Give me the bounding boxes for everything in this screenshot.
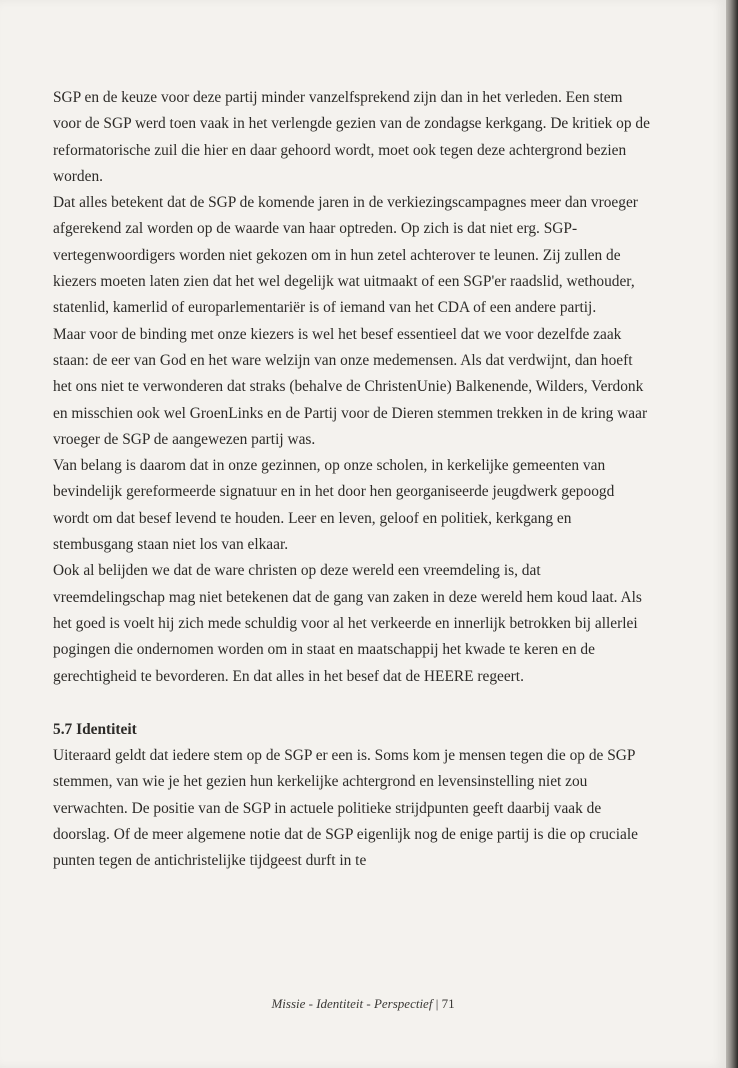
page-number: 71 — [441, 996, 455, 1011]
body-text — [53, 85, 653, 875]
section-paragraph: Uiteraard geldt dat iedere stem op de SGP er een is. Soms kom je mensen tegen die op de SGP stemmen, van wie je het gezien hun kerkelijke achtergrond en levensinstelling niet zou verwachten. De positie van de SGP in actuele politieke strijdpunten geeft daarbij vaak de doorslag. Of de meer algemene notie dat de SGP eigenlijk nog de enige partij is die op cruciale punten tegen de antichristelijke tijdgeest durft in te — [53, 747, 638, 870]
paragraph: Maar voor de binding met onze kiezers is wel het besef essentieel dat we voor dezelfde zaak staan: de eer van God en het ware welzijn van onze medemensen. Als dat verdwijnt, dan hoeft het ons niet te verwonderen dat straks (behalve de ChristenUnie) Balkenende, Wilders, Verdonk en misschien ook wel GroenLinks en de Partij voor de Dieren stemmen trekken in de kring waar vroeger de SGP de aangewezen partij was. — [53, 325, 648, 448]
page-footer — [0, 996, 726, 1012]
footer-separator: | — [435, 996, 439, 1011]
paragraph: SGP en de keuze voor deze partij minder vanzelfsprekend zijn dan in het verleden. Een stem voor de SGP werd toen vaak in het verlengde gezien van de zondagse kerkgang. De kritiek op de reformatorische zuil die hier en daar gehoord wordt, moet ook tegen deze achtergrond bezien worden. — [53, 89, 650, 185]
page-edge — [726, 0, 738, 1068]
paragraph: Dat alles betekent dat de SGP de komende jaren in de verkiezingscampagnes meer dan vroeger afgerekend zal worden op de waarde van haar optreden. Op zich is dat niet erg. SGP-vertegenwoordigers worden niet gekozen om in hun zetel achterover te leunen. Zij zullen de kiezers moeten laten zien dat het wel degelijk wat uitmaakt of een SGP'er raadslid, wethouder, statenlid, kamerlid of europarlementariër is of iemand van het CDA of een andere partij. — [53, 194, 638, 317]
paragraph: Van belang is daarom dat in onze gezinnen, op onze scholen, in kerkelijke gemeenten van bevindelijk gereformeerde signatuur en in het door hen georganiseerde jeugdwerk gepoogd wordt om dat besef levend te houden. Leer en leven, geloof en politiek, kerkgang en stembusgang staan niet los van elkaar. — [53, 457, 615, 554]
running-title: Missie - Identiteit - Perspectief — [271, 996, 433, 1011]
section-heading: 5.7 Identiteit — [53, 720, 137, 738]
paragraph: Ook al belijden we dat de ware christen op deze wereld een vreemdeling is, dat vreemdelingschap mag niet betekenen dat de gang van zaken in deze wereld hem koud laat. Als het goed is voelt hij zich mede schuldig voor al het verkeerde en innerlijk betrokken bij allerlei pogingen die ondernomen worden om in staat en maatschappij het kwade te keren en de gerechtigheid te bevorderen. En dat alles in het besef dat de HEERE regeert. — [53, 562, 642, 685]
